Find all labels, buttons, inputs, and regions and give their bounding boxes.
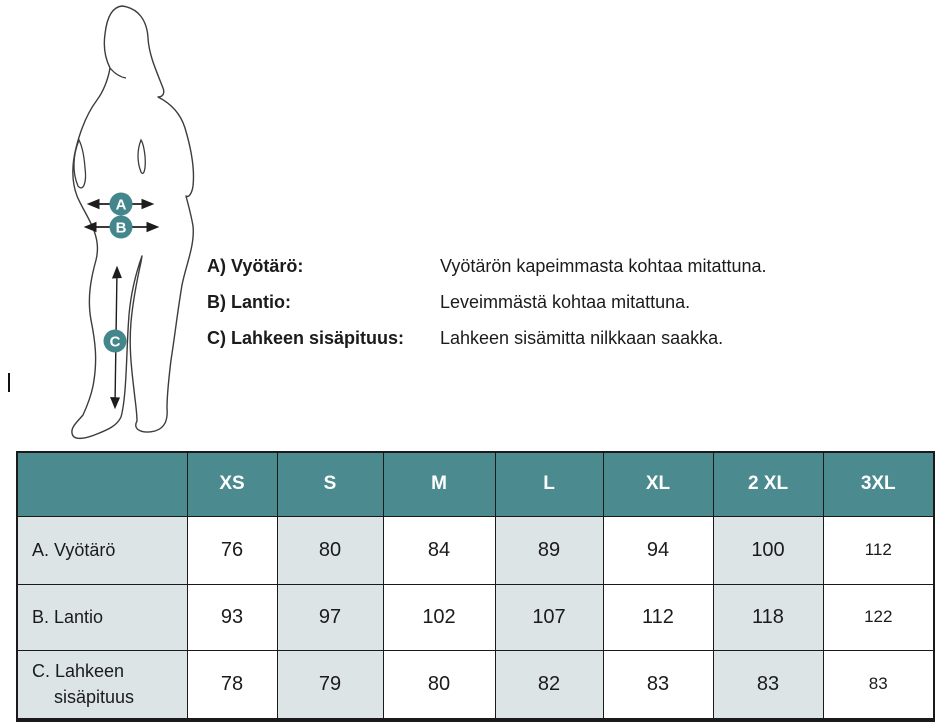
size-col-header-2xl: 2 XL (713, 452, 823, 516)
size-value-cell: 94 (603, 516, 713, 584)
row-label-waist: A. Vyötärö (17, 516, 187, 584)
size-table (16, 451, 935, 722)
table-row-hip (17, 584, 934, 650)
legend-desc-waist: Vyötärön kapeimmasta kohtaa mitattuna. (440, 255, 767, 276)
marker-a-label: A (115, 196, 127, 214)
size-value-cell: 112 (603, 584, 713, 650)
size-table-header-row (17, 452, 934, 516)
stray-mark (8, 373, 10, 392)
size-value-cell: 100 (713, 516, 823, 584)
marker-c (104, 330, 127, 353)
legend-desc-inseam: Lahkeen sisämitta nilkkaan saakka. (440, 327, 724, 348)
size-col-header-s: S (277, 452, 383, 516)
size-col-header-m: M (383, 452, 495, 516)
size-col-header-xs: XS (187, 452, 277, 516)
size-value-cell: 93 (187, 584, 277, 650)
legend-label-waist: A) Vyötärö: (207, 255, 304, 276)
size-col-header-l: L (495, 452, 603, 516)
size-col-header-xl: XL (603, 452, 713, 516)
size-col-header-3xl: 3XL (823, 452, 934, 516)
table-row-waist (17, 516, 934, 584)
size-value-cell: 118 (713, 584, 823, 650)
size-value-cell: 102 (383, 584, 495, 650)
size-value-cell: 82 (495, 650, 603, 720)
size-value-cell: 112 (823, 516, 934, 584)
size-value-cell: 89 (495, 516, 603, 584)
body-measurement-figure (25, 0, 225, 450)
size-value-cell: 78 (187, 650, 277, 720)
size-value-cell: 97 (277, 584, 383, 650)
marker-c-label: C (109, 333, 121, 351)
legend-item-hip (207, 284, 767, 320)
row-label-hip: B. Lantio (17, 584, 187, 650)
legend-label-hip: B) Lantio: (207, 291, 291, 312)
measurement-legend (207, 248, 767, 356)
marker-b (110, 216, 133, 239)
size-value-cell: 83 (823, 650, 934, 720)
legend-label-inseam: C) Lahkeen sisäpituus: (207, 327, 405, 348)
size-value-cell: 107 (495, 584, 603, 650)
table-row-inseam (17, 650, 934, 720)
size-value-cell: 83 (713, 650, 823, 720)
body-outline (72, 6, 194, 438)
size-value-cell: 80 (277, 516, 383, 584)
size-value-cell: 80 (383, 650, 495, 720)
marker-b-label: B (115, 219, 127, 237)
marker-a (110, 193, 133, 216)
size-value-cell: 122 (823, 584, 934, 650)
size-value-cell: 79 (277, 650, 383, 720)
size-value-cell: 76 (187, 516, 277, 584)
legend-item-inseam (207, 320, 767, 356)
legend-item-waist (207, 248, 767, 284)
size-col-header-empty (17, 452, 187, 516)
size-value-cell: 84 (383, 516, 495, 584)
size-value-cell: 83 (603, 650, 713, 720)
legend-desc-hip: Leveimmästä kohtaa mitattuna. (440, 291, 691, 312)
row-label-inseam: C. Lahkeen sisäpituus (17, 650, 187, 720)
